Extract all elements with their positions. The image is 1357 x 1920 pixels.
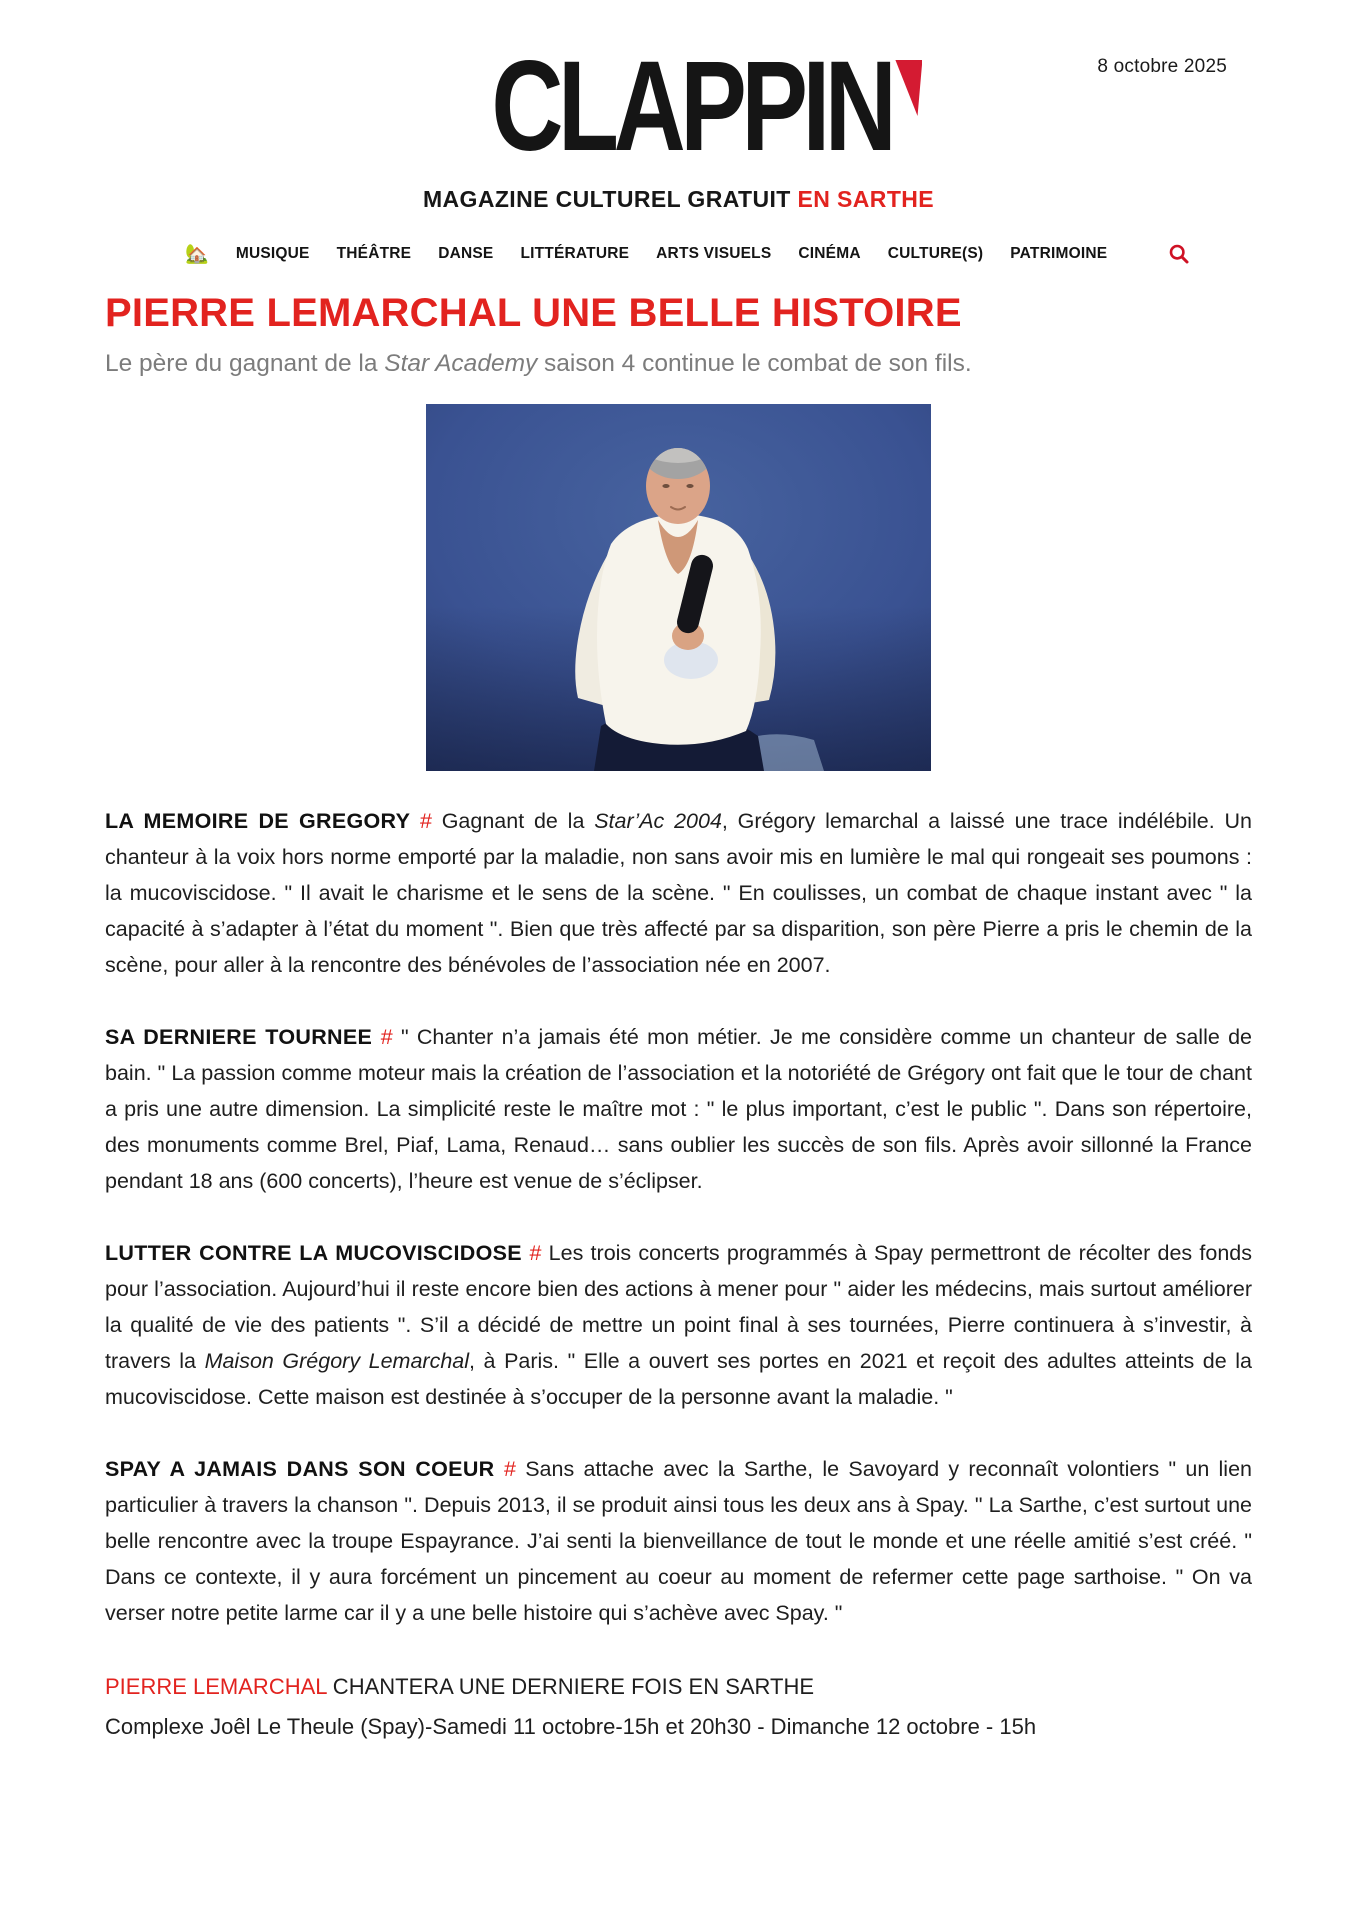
article-subtitle	[105, 350, 1252, 378]
section-heading: LA MEMOIRE DE GREGORY	[105, 809, 420, 833]
text-run: Sans attache avec la Sarthe, le Savoyard y reconnaît volontiers " un lien particulier à travers la chanson ". Depuis 2013, il se produit ainsi tous les deux ans à Spay. " La Sarthe, c’est surtout une belle rencontre avec la troupe Espayrance. J’ai senti la bienveillance de tout le monde et une réelle amitié s’est créé. " Dans ce contexte, il y aura forcément un pincement au coeur au moment de refermer cette page sarthoise. " On va verser notre petite larme car il y a une belle histoire qui s’achève avec Spay. "	[105, 1457, 1253, 1625]
masthead	[105, 0, 1252, 265]
section-heading: SPAY A JAMAIS DANS SON COEUR	[105, 1457, 505, 1481]
magnifier-glyph	[1168, 243, 1190, 265]
article-title: PIERRE LEMARCHAL UNE BELLE HISTOIRE	[105, 291, 962, 335]
section-hash: #	[419, 809, 442, 833]
text-run: Le père du gagnant de la	[105, 350, 385, 377]
article-body	[105, 803, 1252, 1631]
nav-item-th-tre[interactable]: THÉÂTRE	[336, 245, 412, 262]
tagline-black: MAGAZINE CULTUREL GRATUIT	[422, 186, 791, 212]
event-title-red: PIERRE LEMARCHAL	[105, 1674, 327, 1699]
article-section	[105, 1235, 1252, 1415]
page-date: 8 octobre 2025	[1097, 56, 1227, 77]
section-hash: #	[529, 1241, 549, 1265]
event-title	[105, 1667, 1252, 1707]
nav-item-cin-ma[interactable]: CINÉMA	[798, 245, 861, 262]
article-section	[105, 803, 1252, 983]
site-logo[interactable]	[105, 35, 1252, 178]
event-title-black: CHANTERA UNE DERNIERE FOIS EN SARTHE	[326, 1674, 815, 1699]
main-nav	[105, 243, 1252, 265]
tagline-red: EN SARTHE	[797, 186, 935, 212]
logo-text: CLAPPIN	[491, 35, 891, 178]
text-run: saison 4 continue le combat de son fils.	[537, 350, 972, 377]
search-icon[interactable]	[1168, 243, 1190, 265]
text-run-italic: Maison Grégory Lemarchal	[204, 1349, 470, 1373]
text-run: , Grégory lemarchal a laissé une trace indélébile. Un chanteur à la voix hors norme emporté par la maladie, non sans avoir mis en lumière le mal qui rongeait ses poumons : la mucoviscidose. " Il avait le charisme et le sens de la scène. " En coulisses, un combat de chaque instant avec " la capacité à s’adapter à l’état du moment ". Bien que très affecté par sa disparition, son père Pierre a pris le chemin de la scène, pour aller à la rencontre des bénévoles de l’association née en 2007.	[105, 809, 1252, 977]
nav-item-danse[interactable]: DANSE	[438, 245, 494, 262]
text-run: " Chanter n’a jamais été mon métier. Je me considère comme un chanteur de salle de bain. " La passion comme moteur mais la création de l’association et la notoriété de Grégory ont fait que le tour de chant a pris une autre dimension. La simplicité reste le maître mot : " le plus important, c’est le public ". Dans son répertoire, des monuments comme Brel, Piaf, Lama, Renaud… sans oublier les succès de son fils. Après avoir sillonné la France pendant 18 ans (600 concerts), l’heure est venue de s’éclipser.	[105, 1025, 1253, 1193]
article-photo	[426, 404, 931, 771]
section-heading: LUTTER CONTRE LA MUCOVISCIDOSE	[105, 1241, 530, 1265]
article-section	[105, 1451, 1252, 1631]
article-section	[105, 1019, 1252, 1199]
section-heading: SA DERNIERE TOURNEE	[105, 1025, 381, 1049]
photo-illustration	[426, 404, 931, 771]
text-run: Les trois concerts programmés à Spay permettront de récolter des fonds pour l’association. Aujourd’hui il reste encore bien des actions à mener pour " aider les médecins, mais surtout améliorer la qualité de vie des patients ". S’il a décidé de mettre un point final à ses tournées, Pierre continuera à s’investir, à travers la	[105, 1241, 1252, 1373]
nav-items	[236, 245, 1107, 263]
text-run: , à Paris. " Elle a ouvert ses portes en 2021 et reçoit des adultes atteints de la mucoviscidose. Cette maison est destinée à s’occuper de la personne avant la maladie. "	[105, 1349, 1252, 1409]
text-run-italic: Star Academy	[384, 350, 538, 377]
text-run-italic: Star’Ac 2004	[594, 809, 722, 833]
article	[105, 291, 1252, 1747]
section-hash: #	[380, 1025, 401, 1049]
nav-item-arts-visuels[interactable]: ARTS VISUELS	[656, 245, 772, 262]
nav-item-culture-s-[interactable]: CULTURE(S)	[887, 245, 984, 262]
event-details: Complexe Joêl Le Theule (Spay)-Samedi 11 octobre-15h et 20h30 - Dimanche 12 octobre - 15h	[105, 1714, 1037, 1739]
section-hash: #	[504, 1457, 526, 1481]
tagline	[105, 186, 1252, 213]
logo-apostrophe-triangle-icon	[895, 60, 922, 116]
nav-item-patrimoine[interactable]: PATRIMOINE	[1010, 245, 1108, 262]
nav-item-musique[interactable]: MUSIQUE	[235, 245, 310, 262]
text-run: Gagnant de la	[441, 809, 595, 833]
home-icon[interactable]: 🏡	[185, 243, 209, 265]
nav-item-litt-rature[interactable]: LITTÉRATURE	[520, 245, 630, 262]
